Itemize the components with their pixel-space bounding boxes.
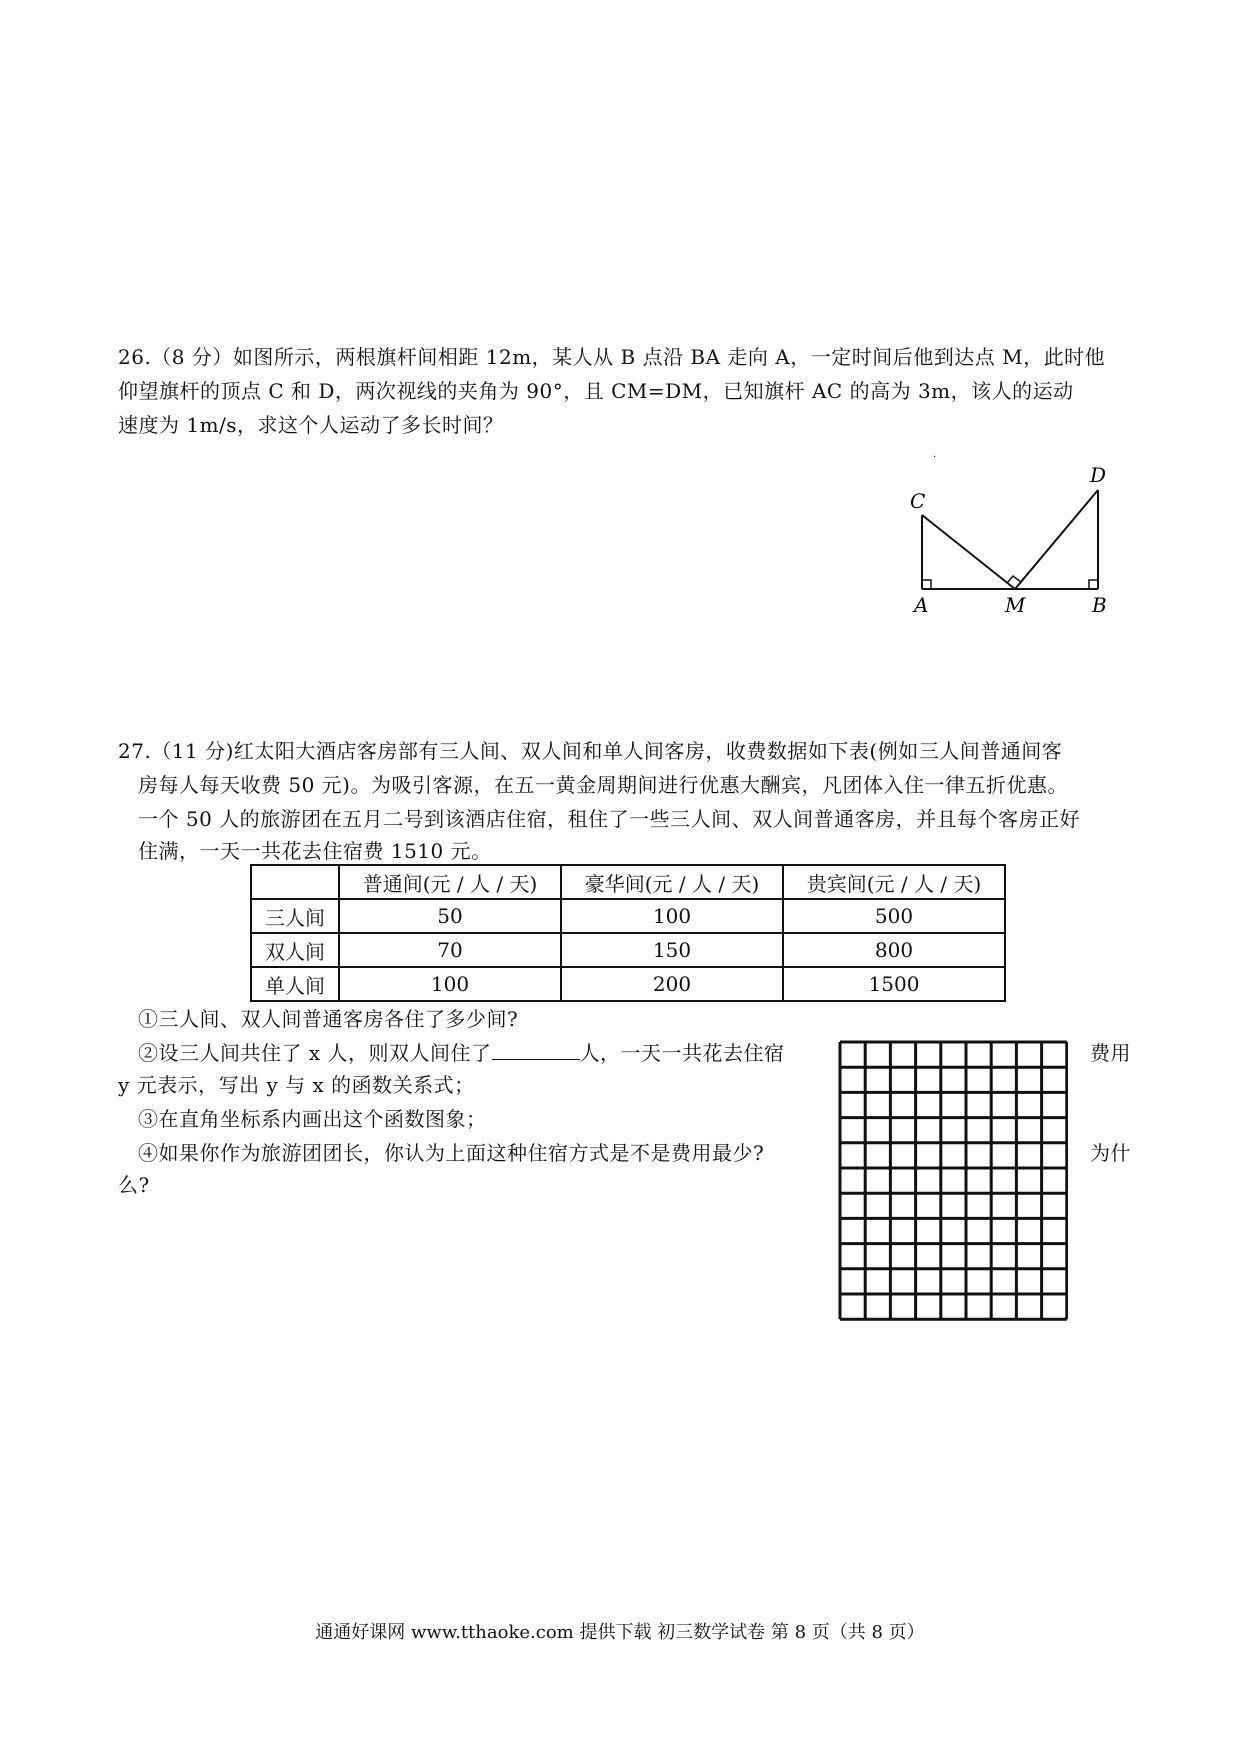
room-fee-table bbox=[250, 864, 1006, 1002]
q27-sub2-c: y 元表示，写出 y 与 x 的函数关系式； bbox=[118, 1073, 475, 1097]
right-angle-a bbox=[922, 580, 931, 589]
table-header-cell: 贵宾间(元 / 人 / 天) bbox=[783, 865, 1005, 899]
label-b: B bbox=[1092, 593, 1107, 617]
label-d: D bbox=[1090, 463, 1107, 487]
q27-sub2-line bbox=[138, 1038, 785, 1068]
table-header-cell: 普通间(元 / 人 / 天) bbox=[339, 865, 561, 899]
segment-dm bbox=[1015, 490, 1098, 589]
right-angle-m bbox=[1007, 576, 1021, 583]
answer-blank[interactable] bbox=[492, 1039, 580, 1060]
table-header-cell: 豪华间(元 / 人 / 天) bbox=[561, 865, 783, 899]
coordinate-grid[interactable] bbox=[838, 1040, 1068, 1330]
label-c: C bbox=[910, 489, 926, 513]
right-angle-b bbox=[1089, 580, 1098, 589]
q27-line-2: 房每人每天收费 50 元)。为吸引客源，在五一黄金周期间进行优惠大酬宾，凡团体入住一律五折优惠。 bbox=[138, 773, 1068, 797]
table-cell: 800 bbox=[783, 933, 1005, 967]
table-header-cell bbox=[251, 865, 339, 899]
label-m: M bbox=[1005, 593, 1026, 617]
table-cell: 500 bbox=[783, 899, 1005, 933]
table-cell: 双人间 bbox=[251, 933, 339, 967]
q27-sub2-right: 费用 bbox=[1090, 1041, 1131, 1065]
q27-sub4: ④如果你作为旅游团团长，你认为上面这种住宿方式是不是费用最少? bbox=[138, 1141, 765, 1165]
table-header-row bbox=[251, 865, 1005, 899]
q26-line-2: 仰望旗杆的顶点 C 和 D，两次视线的夹角为 90°，且 CM=DM，已知旗杆 AC 的高为 3m，该人的运动 bbox=[118, 379, 1074, 403]
q27-sub3: ③在直角坐标系内画出这个函数图象； bbox=[138, 1107, 487, 1131]
table-row bbox=[251, 899, 1005, 933]
table-row bbox=[251, 967, 1005, 1001]
q27-line-3: 一个 50 人的旅游团在五月二号到该酒店住宿，租住了一些三人间、双人间普通客房，并且每个客房正好 bbox=[138, 807, 1081, 831]
segment-cm bbox=[922, 515, 1015, 589]
table-cell: 70 bbox=[339, 933, 561, 967]
label-a: A bbox=[914, 593, 929, 617]
page-footer: 通通好课网 www.tthaoke.com 提供下载 初三数学试卷 第 8 页（共 8 页） bbox=[315, 1622, 925, 1643]
q26-line-1: 26.（8 分）如图所示，两根旗杆间相距 12m，某人从 B 点沿 BA 走向 A，一定时间后他到达点 M，此时他 bbox=[118, 345, 1106, 369]
q27-sub4-end: 么? bbox=[118, 1173, 150, 1197]
table-cell: 100 bbox=[561, 899, 783, 933]
svg-text:·: · bbox=[933, 452, 937, 463]
q27-sub2-a: ②设三人间共住了 x 人，则双人间住了 bbox=[138, 1041, 492, 1065]
q26-line-3: 速度为 1m/s，求这个人运动了多长时间？ bbox=[118, 413, 504, 437]
table-cell: 三人间 bbox=[251, 899, 339, 933]
table-cell: 单人间 bbox=[251, 967, 339, 1001]
q27-line-1: 27.（11 分)红太阳大酒店客房部有三人间、双人间和单人间客房，收费数据如下表(例如三人间普通间客 bbox=[118, 739, 1063, 763]
table-cell: 100 bbox=[339, 967, 561, 1001]
q27-sub4-right: 为什 bbox=[1090, 1141, 1131, 1165]
q27-sub2-b: 人，一天一共花去住宿 bbox=[579, 1041, 785, 1065]
q27-sub1: ①三人间、双人间普通客房各住了多少间? bbox=[138, 1007, 519, 1031]
table-row bbox=[251, 933, 1005, 967]
table-cell: 150 bbox=[561, 933, 783, 967]
q27-line-4: 住满，一天一共花去住宿费 1510 元。 bbox=[138, 839, 492, 863]
table-cell: 1500 bbox=[783, 967, 1005, 1001]
table-cell: 50 bbox=[339, 899, 561, 933]
table-cell: 200 bbox=[561, 967, 783, 1001]
flagpole-figure bbox=[900, 450, 1140, 630]
